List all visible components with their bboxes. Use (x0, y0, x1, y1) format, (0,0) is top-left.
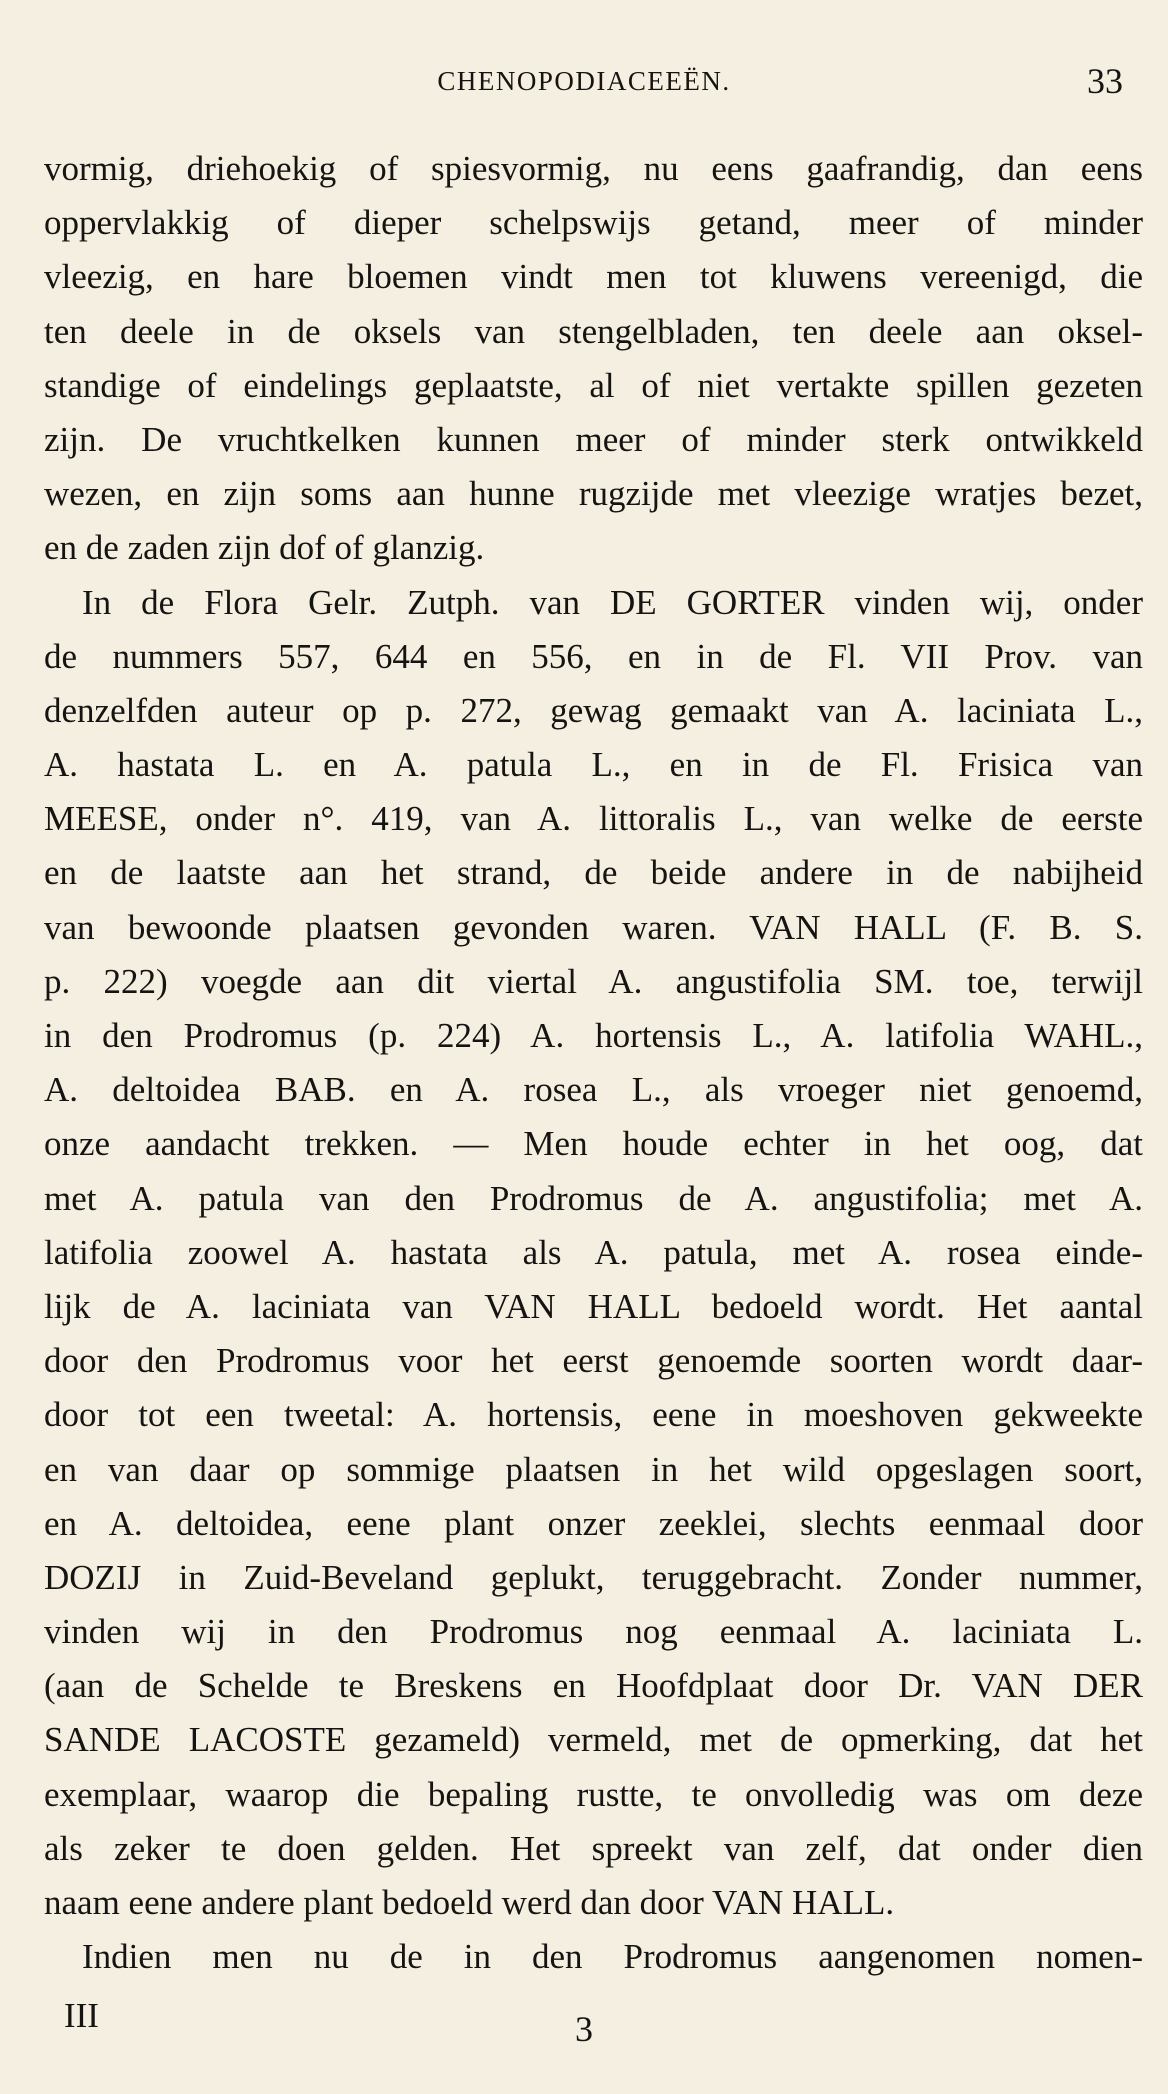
text-line: vleezig, en hare bloemen vindt men tot kluwens vereenigd, die (44, 257, 1143, 297)
body-text (44, 142, 1143, 1984)
text-line: door tot een tweetal: A. hortensis, eene in moeshoven gekweekte (44, 1395, 1143, 1435)
text-line: latifolia zoowel A. hastata als A. patula, met A. rosea einde- (44, 1232, 1143, 1272)
text-line: en A. deltoidea, eene plant onzer zeeklei, slechts eenmaal door (44, 1503, 1143, 1543)
text-line: vormig, driehoekig of spiesvormig, nu eens gaafrandig, dan eens (44, 149, 1143, 188)
text-line: en de laatste aan het strand, de beide andere in de nabijheid (44, 853, 1143, 893)
text-line: oppervlakkig of dieper schelpswijs getand, meer of minder (44, 203, 1143, 243)
text-line: wezen, en zijn soms aan hunne rugzijde met vleezige wratjes bezet, (44, 474, 1143, 514)
text-line: ten deele in de oksels van stengelbladen, ten deele aan oksel- (44, 311, 1143, 351)
text-line: vinden wij in den Prodromus nog eenmaal A. laciniata L. (44, 1612, 1143, 1652)
text-line: onze aandacht trekken. — Men houde echter in het oog, dat (44, 1124, 1143, 1164)
text-line: in den Prodromus (p. 224) A. hortensis L., A. latifolia WAHL., (44, 1016, 1143, 1055)
text-line: SANDE LACOSTE gezameld) vermeld, met de opmerking, dat het (44, 1720, 1143, 1760)
signature-mark: III (64, 1996, 99, 2035)
text-line: door den Prodromus voor het eerst genoemde soorten wordt daar- (44, 1341, 1143, 1381)
text-line: met A. patula van den Prodromus de A. angustifolia; met A. (44, 1178, 1143, 1218)
text-line: de nummers 557, 644 en 556, en in de Fl. VII Prov. van (44, 636, 1143, 676)
running-title: CHENOPODIACEEËN. (437, 66, 731, 96)
text-line: p. 222) voegde aan dit viertal A. angustifolia SM. toe, terwijl (44, 961, 1143, 1001)
text-line: en de zaden zijn dof of glanzig. (44, 528, 485, 568)
text-line: exemplaar, waarop die bepaling rustte, te onvolledig was om deze (44, 1774, 1143, 1814)
text-line: In de Flora Gelr. Zutph. van DE GORTER vinden wij, onder (82, 582, 1143, 622)
text-line: als zeker te doen gelden. Het spreekt van zelf, dat onder dien (44, 1828, 1143, 1868)
text-line: Indien men nu de in den Prodromus aangenomen nomen- (82, 1937, 1143, 1977)
text-line: denzelfden auteur op p. 272, gewag gemaakt van A. laciniata L., (44, 690, 1143, 730)
text-line: zijn. De vruchtkelken kunnen meer of minder sterk ontwikkeld (44, 419, 1143, 459)
text-line: DOZIJ in Zuid-Beveland geplukt, teruggebracht. Zonder nummer, (44, 1557, 1143, 1597)
text-line: van bewoonde plaatsen gevonden waren. VAN HALL (F. B. S. (44, 907, 1143, 947)
page-number: 33 (1087, 61, 1123, 101)
text-line: A. hastata L. en A. patula L., en in de Fl. Frisica van (44, 745, 1143, 785)
text-line: (aan de Schelde te Breskens en Hoofdplaat door Dr. VAN DER (44, 1666, 1143, 1706)
text-line: standige of eindelings geplaatste, al of niet vertakte spillen gezeten (44, 365, 1143, 405)
text-line: en van daar op sommige plaatsen in het wild opgeslagen soort, (44, 1449, 1143, 1489)
sheet-number: 3 (575, 2009, 593, 2049)
text-line: lijk de A. laciniata van VAN HALL bedoeld wordt. Het aantal (44, 1286, 1143, 1326)
text-line: naam eene andere plant bedoeld werd dan door VAN HALL. (44, 1883, 895, 1922)
text-line: MEESE, onder n°. 419, van A. littoralis L., van welke de eerste (44, 799, 1143, 839)
text-line: A. deltoidea BAB. en A. rosea L., als vroeger niet genoemd, (44, 1070, 1143, 1110)
